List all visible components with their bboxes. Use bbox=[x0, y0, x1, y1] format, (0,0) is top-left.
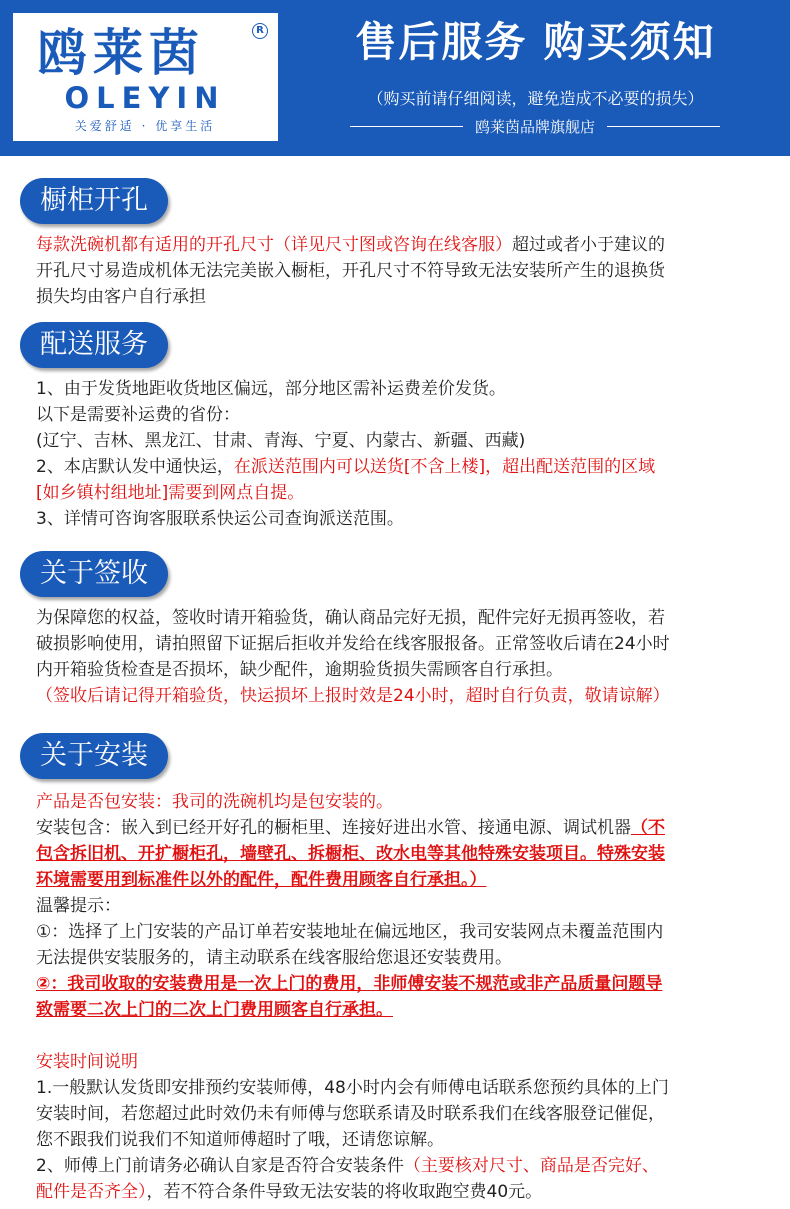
logo-english-name: OLEYIN bbox=[64, 81, 226, 115]
text-line: 致需要二次上门的二次上门费用顾客自行承担。 bbox=[36, 1000, 393, 1020]
text-red: 每款洗碗机都有适用的开孔尺寸（详见尺寸图或咨询在线客服） bbox=[36, 235, 512, 255]
section-body-cabinet bbox=[36, 232, 766, 310]
section-title-install: 关于安装 bbox=[20, 733, 168, 779]
text-line: 产品是否包安装：我司的洗碗机均是包安装的。 bbox=[36, 792, 393, 812]
text-line: ②：我司收取的安装费用是一次上门的费用，非师傅安装不规范或非产品质量问题导 bbox=[36, 974, 663, 994]
text-line: 1、由于发货地距收货地区偏远，部分地区需补运费差价发货。 bbox=[36, 379, 506, 399]
page-subtitle: （购买前请仔细阅读，避免造成不必要的损失） bbox=[367, 89, 704, 108]
text-line bbox=[36, 1153, 766, 1179]
text-red: （主要核对尺寸、商品是否完好、 bbox=[403, 1156, 659, 1176]
text-line: 破损影响使用，请拍照留下证据后拒收并发给在线客服报备。正常签收后请在24小时 bbox=[36, 634, 670, 654]
install-time-heading: 安装时间说明 bbox=[36, 1052, 138, 1072]
text-line: (辽宁、吉林、黑龙江、甘肃、青海、宁夏、内蒙古、新疆、西藏) bbox=[36, 431, 526, 451]
text-line: ①：选择了上门安装的产品订单若安装地址在偏远地区，我司安装网点未覆盖范围内 bbox=[36, 922, 664, 942]
text-line: 无法提供安装服务的，请主动联系在线客服给您退还安装费用。 bbox=[36, 948, 512, 968]
divider-left bbox=[350, 126, 463, 127]
text-line bbox=[36, 232, 766, 258]
text-line bbox=[36, 454, 766, 480]
section-body-delivery bbox=[36, 376, 766, 532]
section-title-delivery: 配送服务 bbox=[20, 322, 168, 368]
text-line: 安装时间，若您超过此时效仍未有师傅与您联系请及时联系我们在线客服登记催促， bbox=[36, 1104, 665, 1124]
text-line: 温馨提示： bbox=[36, 896, 121, 916]
logo-chinese-name: 鸥莱茵 bbox=[37, 24, 205, 82]
spacer bbox=[36, 1023, 766, 1049]
text-line: 开孔尺寸易造成机体无法完美嵌入橱柜，开孔尺寸不符导致无法安装所产生的退换货 bbox=[36, 261, 665, 281]
text-line: 1.一般默认发货即安排预约安装师傅，48小时内会有师傅电话联系您预约具体的上门 bbox=[36, 1078, 669, 1098]
page-title: 售后服务 购买须知 bbox=[355, 18, 716, 66]
text-normal: 安装包含：嵌入到已经开好孔的橱柜里、连接好进出水管、接通电源、调试机器 bbox=[36, 818, 631, 838]
text-red: 在派送范围内可以送货[不含上楼]，超出配送范围的区域 bbox=[233, 457, 656, 477]
logo-slogan: 关爱舒适 · 优享生活 bbox=[74, 119, 216, 133]
section-body-install bbox=[36, 789, 766, 1205]
text-line: [如乡镇村组地址]需要到网点自提。 bbox=[36, 483, 305, 503]
section-body-signing bbox=[36, 605, 766, 709]
registered-mark-icon: R bbox=[252, 23, 268, 39]
header-banner bbox=[0, 0, 790, 156]
section-title-signing: 关于签收 bbox=[20, 551, 168, 597]
text-line: 损失均由客户自行承担 bbox=[36, 287, 206, 307]
text-line: 内开箱验货检查是否损坏，缺少配件，逾期验货损失需顾客自行承担。 bbox=[36, 660, 563, 680]
text-normal: 2、本店默认发中通快运， bbox=[36, 457, 234, 477]
text-normal: 超过或者小于建议的 bbox=[512, 235, 665, 255]
text-line bbox=[36, 815, 766, 841]
text-line: 为保障您的权益，签收时请开箱验货，确认商品完好无损，配件完好无损再签收，若 bbox=[36, 608, 665, 628]
text-line: 包含拆旧机、开扩橱柜孔，墙壁孔、拆橱柜、改水电等其他特殊安装项目。特殊安装 bbox=[36, 844, 665, 864]
text-line: 3、详情可咨询客服联系快运公司查询派送范围。 bbox=[36, 509, 404, 529]
text-line: 您不跟我们说我们不知道师傅超时了哦，还请您谅解。 bbox=[36, 1130, 444, 1150]
section-title-cabinet: 橱柜开孔 bbox=[20, 178, 168, 224]
text-line: 环境需要用到标准件以外的配件，配件费用顾客自行承担。） bbox=[36, 870, 487, 890]
text-line: （签收后请记得开箱验货，快运损坏上报时效是24小时，超时自行负责，敬请谅解） bbox=[36, 686, 670, 706]
text-normal: 2、师傅上门前请务必确认自家是否符合安装条件 bbox=[36, 1156, 404, 1176]
text-line bbox=[36, 1179, 766, 1205]
text-red: 配件是否齐全） bbox=[36, 1182, 147, 1202]
text-normal: ，若不符合条件导致无法安装的将收取跑空费40元。 bbox=[146, 1182, 543, 1202]
store-name-row bbox=[350, 116, 720, 136]
store-name: 鸥莱茵品牌旗舰店 bbox=[475, 117, 596, 136]
divider-right bbox=[607, 126, 720, 127]
text-red-bold: （不 bbox=[631, 818, 665, 838]
text-line: 以下是需要补运费的省份： bbox=[36, 405, 240, 425]
brand-logo bbox=[13, 13, 278, 141]
